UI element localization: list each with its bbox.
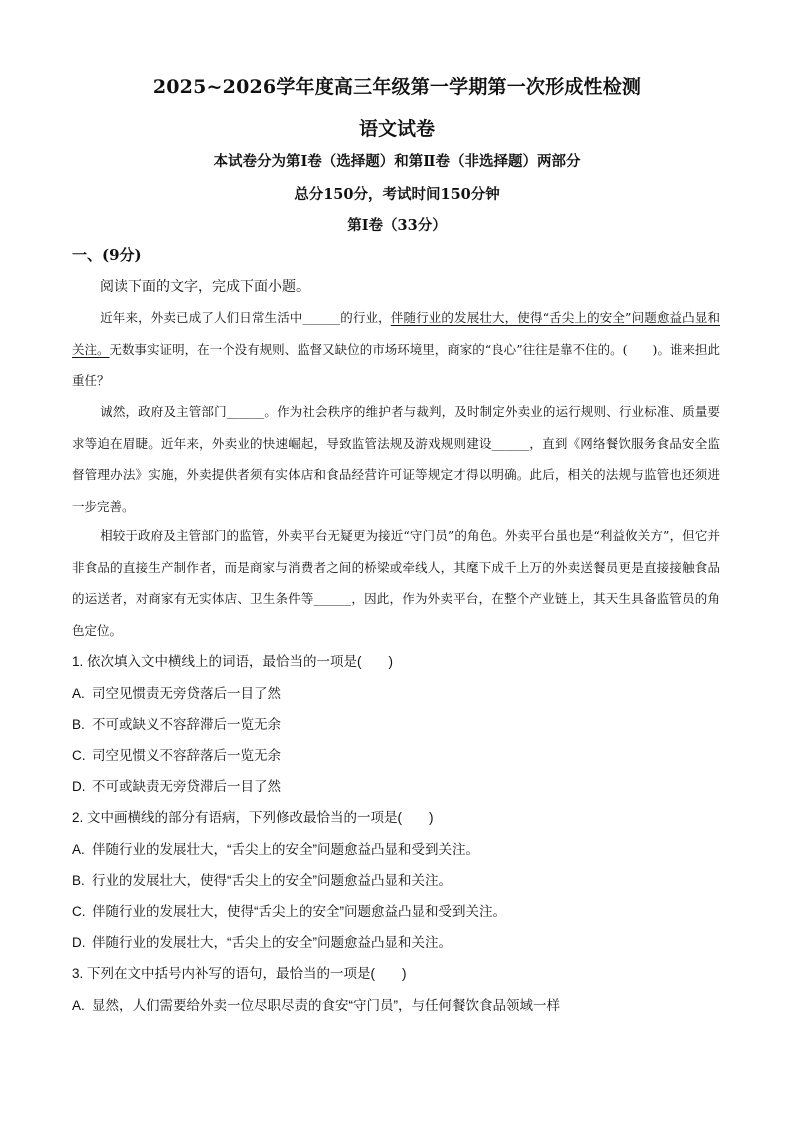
paper-structure: 本试卷分为第Ⅰ卷（选择题）和第Ⅱ卷（非选择题）两部分: [213, 153, 581, 170]
question-1-option-c: C. 司空见惯义不容辞落后一览无余: [72, 748, 281, 763]
passage-paragraph-2: [72, 396, 720, 522]
question-2-option-a: A. 伴随行业的发展壮大，“舌尖上的安全”问题愈益凸显和受到关注。: [72, 842, 479, 857]
passage-paragraph-3: [72, 520, 720, 646]
passage-text: 近年来，外卖已成了人们日常生活中______的行业，: [100, 310, 391, 325]
section-one-heading: 一、(9分): [72, 246, 142, 264]
passage-text: 无数事实证明，在一个没有规则、监督又缺位的市场环境里，商家的“良心”往往是靠不住的。( )。谁来担此重任？: [72, 341, 720, 388]
question-3-option-a: A. 显然，人们需要给外卖一位尽职尽责的食安“守门员”，与任何餐饮食品领域一样: [72, 998, 560, 1013]
underlined-sentence: 伴随行业的发展壮大，使得“舌尖上的安全”问题愈益凸显和关注。: [72, 310, 720, 357]
passage-text: 相较于政府及主管部门的监管，外卖平台无疑更为接近“守门员”的角色。外卖平台虽也是“利益攸关方”，但它并非食品的直接生产制作者，而是商家与消费者之间的桥梁或牵线人，其麾下成千上万的外卖送餐员更是直接接触食品的运送者，对商家有无实体店、卫生条件等______，因此，作为外卖平台，在整个产业链上，其天生具备监管员的角色定位。: [72, 528, 720, 638]
part-one-heading: 第Ⅰ卷（33分）: [347, 217, 447, 234]
reading-instruction: 阅读下面的文字，完成下面小题。: [100, 278, 310, 294]
question-2-option-c: C. 伴随行业的发展壮大，使得“舌尖上的安全”问题愈益凸显和受到关注。: [72, 904, 506, 919]
question-1-stem: 1. 依次填入文中横线上的词语，最恰当的一项是( ): [72, 654, 394, 669]
passage-text: 诚然，政府及主管部门______。作为社会秩序的维护者与裁判，及时制定外卖业的运行规则、行业标准、质量要求等迫在眉睫。近年来，外卖业的快速崛起，导致监管法规及游戏规则建设______，直到《网络餐饮服务食品安全监督管理办法》实施，外卖提供者须有实体店和食品经营许可证等规定才得以明确。此后，相关的法规与监管也还须进一步完善。: [72, 404, 720, 514]
question-2-option-b: B. 行业的发展壮大，使得“舌尖上的安全”问题愈益凸显和关注。: [72, 873, 452, 888]
subject-title: 语文试卷: [358, 118, 435, 140]
passage-paragraph-1: [72, 302, 720, 397]
question-1-option-d: D. 不可或缺责无旁贷滞后一目了然: [72, 779, 281, 794]
question-1-option-a: A. 司空见惯责无旁贷落后一目了然: [72, 686, 281, 701]
question-1-option-b: B. 不可或缺义不容辞滞后一览无余: [72, 717, 281, 732]
exam-title: 2025~2026学年度高三年级第一学期第一次形成性检测: [152, 76, 642, 98]
question-3-stem: 3. 下列在文中括号内补写的语句，最恰当的一项是( ): [72, 966, 407, 981]
score-and-time: 总分150分，考试时间150分钟: [294, 186, 500, 203]
question-2-stem: 2. 文中画横线的部分有语病，下列修改最恰当的一项是( ): [72, 810, 434, 825]
question-2-option-d: D. 伴随行业的发展壮大，“舌尖上的安全”问题愈益凸显和关注。: [72, 935, 452, 950]
